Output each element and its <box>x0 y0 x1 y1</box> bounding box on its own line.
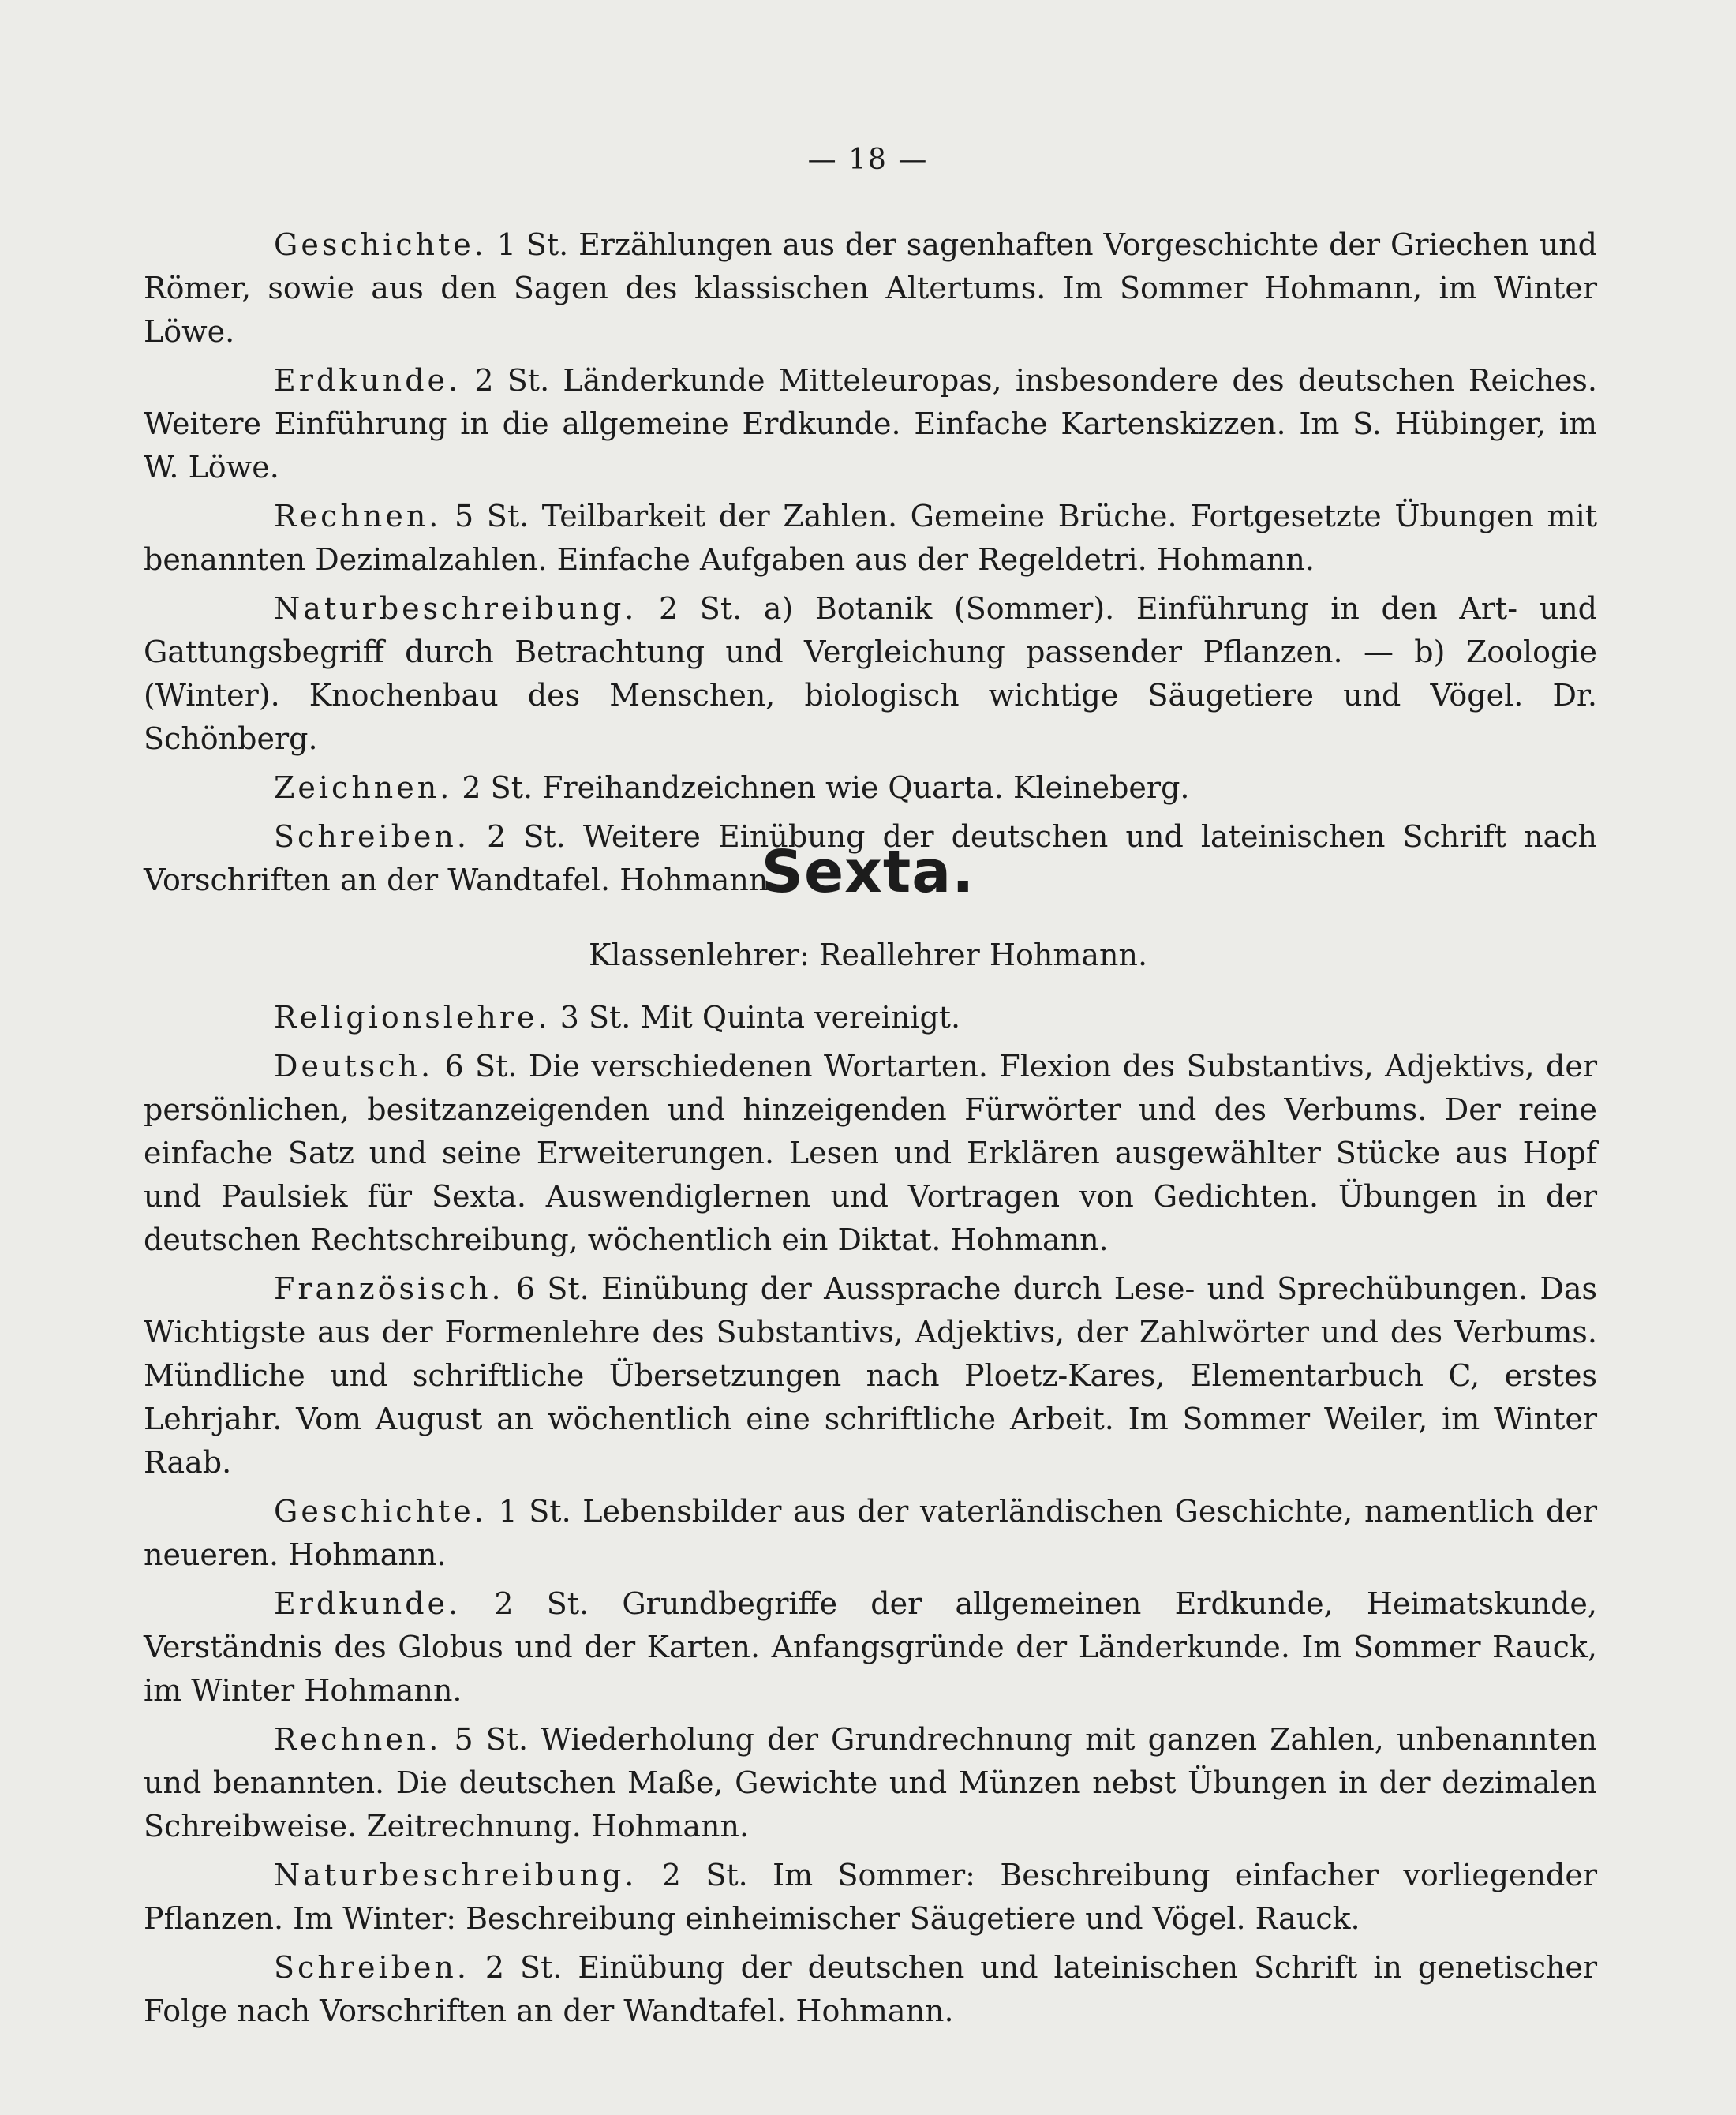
paragraph-text: 5 St. Teilbarkeit der Zahlen. Gemeine Brüche. Fortgesetzte Übungen mit benannten Dezimalzahlen. Einfache Aufgaben aus der Regeldetri. Hohmann. <box>144 499 1597 577</box>
paragraph-franzoesisch <box>144 1267 1597 1484</box>
page-number: — 18 — <box>807 144 929 176</box>
quinta-subjects <box>144 223 1597 902</box>
paragraph-text: 2 St. Einübung der deutschen und lateinischen Schrift in genetischer Folge nach Vorschriften an der Wandtafel. Hohmann. <box>144 1950 1597 2028</box>
subject-label: Erdkunde. <box>274 1586 462 1621</box>
paragraph-text: 3 St. Mit Quinta vereinigt. <box>559 1000 961 1035</box>
sexta-subjects <box>144 996 1597 2033</box>
subject-label: Religionslehre. <box>274 1000 551 1035</box>
section-title: Sexta. <box>761 838 975 906</box>
paragraph-erdkunde <box>144 359 1597 489</box>
subject-label: Erdkunde. <box>274 363 462 398</box>
subject-label: Naturbeschreibung. <box>274 1858 638 1892</box>
paragraph-text: 5 St. Wiederholung der Grundrechnung mit ganzen Zahlen, unbenannten und benannten. Die deutschen Maße, Gewichte und Münzen nebst Übungen in der dezimalen Schreibweise. Zeitrechnung. Hohmann. <box>144 1722 1597 1844</box>
paragraph-geschichte <box>144 1490 1597 1577</box>
paragraph-text: 2 St. Freihandzeichnen wie Quarta. Kleineberg. <box>462 770 1190 805</box>
paragraph-naturbeschreibung <box>144 587 1597 761</box>
paragraph-text: 2 St. Weitere Einübung der deutschen und lateinischen Schrift nach Vorschriften an der Wandtafel. Hohmann. <box>144 819 1597 897</box>
paragraph-text: 1 St. Erzählungen aus der sagenhaften Vorgeschichte der Griechen und Römer, sowie aus den Sagen des klassischen Altertums. Im Sommer Hohmann, im Winter Löwe. <box>144 227 1597 349</box>
paragraph-rechnen <box>144 495 1597 582</box>
paragraph-erdkunde <box>144 1582 1597 1713</box>
subject-label: Schreiben. <box>274 819 470 854</box>
paragraph-naturbeschreibung <box>144 1854 1597 1941</box>
paragraph-deutsch <box>144 1045 1597 1262</box>
subject-label: Rechnen. <box>274 1722 442 1757</box>
paragraph-text: 2 St. Grundbegriffe der allgemeinen Erdkunde, Heimatskunde, Verständnis des Globus und der Karten. Anfangsgründe der Länderkunde. Im Sommer Rauck, im Winter Hohmann. <box>144 1586 1597 1708</box>
paragraph-geschichte <box>144 223 1597 354</box>
subject-label: Rechnen. <box>274 499 442 533</box>
paragraph-text: 2 St. a) Botanik (Sommer). Einführung in den Art- und Gattungsbegriff durch Betrachtung und Vergleichung passender Pflanzen. — b) Zoologie (Winter). Knochenbau des Menschen, biologisch wichtige Säugetiere und Vögel. Dr. Schönberg. <box>144 591 1597 756</box>
paragraph-religionslehre <box>144 996 1597 1039</box>
paragraph-text: 6 St. Die verschiedenen Wortarten. Flexion des Substantivs, Adjektivs, der persönlichen, besitzanzeigenden und hinzeigenden Fürwörter und des Verbums. Der reine einfache Satz und seine Erweiterungen. Lesen und Erklären ausgewählter Stücke aus Hopf und Paulsiek für Sexta. Auswendiglernen und Vortragen von Gedichten. Übungen in der deutschen Rechtschreibung, wöchentlich ein Diktat. Hohmann. <box>144 1049 1597 1257</box>
subject-label: Geschichte. <box>274 1494 487 1529</box>
class-teacher: Klassenlehrer: Reallehrer Hohmann. <box>588 938 1148 972</box>
subject-label: Schreiben. <box>274 1950 470 1985</box>
subject-label: Geschichte. <box>274 227 487 262</box>
paragraph-text: 1 St. Lebensbilder aus der vaterländischen Geschichte, namentlich der neueren. Hohmann. <box>144 1494 1597 1572</box>
paragraph-text: 2 St. Im Sommer: Beschreibung einfacher vorliegender Pflanzen. Im Winter: Beschreibung einheimischer Säugetiere und Vögel. Rauck. <box>144 1858 1597 1936</box>
paragraph-rechnen <box>144 1718 1597 1848</box>
subject-label: Deutsch. <box>274 1049 434 1084</box>
paragraph-text: 6 St. Einübung der Aussprache durch Lese- und Sprechübungen. Das Wichtigste aus der Formenlehre des Substantivs, Adjektivs, der Zahlwörter und des Verbums. Mündliche und schriftliche Übersetzungen nach Ploetz-Kares, Elementarbuch C, erstes Lehrjahr. Vom August an wöchentlich eine schriftliche Arbeit. Im Sommer Weiler, im Winter Raab. <box>144 1271 1597 1480</box>
paragraph-zeichnen <box>144 766 1597 810</box>
subject-label: Französisch. <box>274 1271 504 1306</box>
subject-label: Zeichnen. <box>274 770 453 805</box>
paragraph-schreiben <box>144 1946 1597 2033</box>
subject-label: Naturbeschreibung. <box>274 591 638 626</box>
paragraph-text: 2 St. Länderkunde Mitteleuropas, insbesondere des deutschen Reiches. Weitere Einführung in die allgemeine Erdkunde. Einfache Kartenskizzen. Im S. Hübinger, im W. Löwe. <box>144 363 1597 485</box>
